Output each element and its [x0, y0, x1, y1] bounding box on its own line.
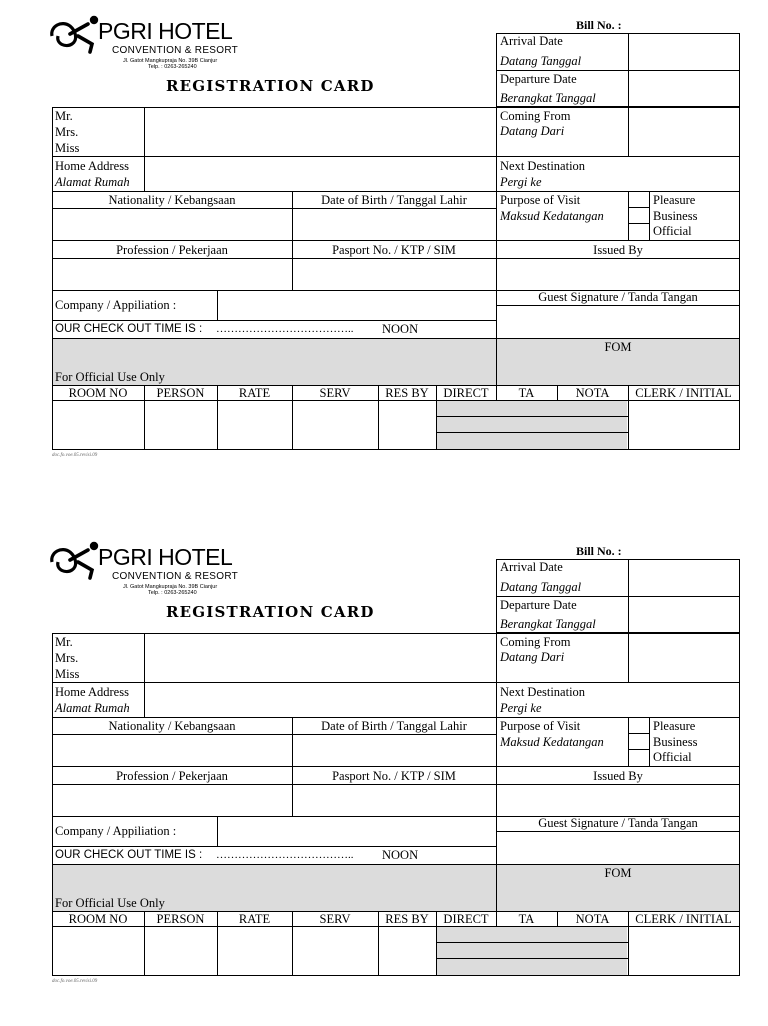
- col-clerk-initial: CLERK / INITIAL: [635, 912, 732, 926]
- company-field[interactable]: [218, 817, 495, 845]
- departure-label: Departure Date: [500, 598, 577, 612]
- checkout-label: OUR CHECK OUT TIME IS :: [55, 323, 203, 335]
- passport-label: Pasport No. / KTP / SIM: [332, 769, 456, 783]
- checkout-dots: ………………………………..: [216, 323, 354, 335]
- col-person: PERSON: [156, 912, 205, 926]
- nationality-field[interactable]: [53, 735, 291, 765]
- departure-date-field[interactable]: [629, 71, 739, 106]
- profession-label: Profession / Pekerjaan: [116, 243, 228, 257]
- card-title: REGISTRATION CARD: [166, 603, 375, 621]
- guest-name-field[interactable]: [145, 108, 495, 155]
- departure-label-id: Berangkat Tanggal: [500, 617, 596, 631]
- purpose-option-business: Business: [653, 209, 698, 223]
- passport-field[interactable]: [293, 259, 495, 289]
- official-use-label: For Official Use Only: [55, 370, 165, 384]
- next-destination-label-id: Pergi ke: [500, 175, 542, 189]
- hotel-subtitle: CONVENTION & RESORT: [112, 571, 239, 582]
- home-address-label: Home Address: [55, 159, 129, 173]
- col-person: PERSON: [156, 386, 205, 400]
- purpose-label: Purpose of Visit: [500, 719, 581, 733]
- col-room-no: ROOM NO: [68, 386, 128, 400]
- purpose-option-pleasure: Pleasure: [653, 193, 696, 207]
- col-nota: NOTA: [575, 386, 610, 400]
- purpose-label-id: Maksud Kedatangan: [500, 735, 604, 749]
- checkbox-business[interactable]: [629, 734, 649, 749]
- card-title: REGISTRATION CARD: [166, 77, 375, 95]
- hotel-phone: Telp. : 0263-265240: [148, 590, 197, 596]
- hotel-address: Jl. Gatot Mangkupraja No. 39B Cianjur: [123, 584, 218, 590]
- col-room-no: ROOM NO: [68, 912, 128, 926]
- home-address-label: Home Address: [55, 685, 129, 699]
- home-address-field[interactable]: [145, 157, 495, 190]
- coming-from-label: Coming From: [500, 635, 571, 649]
- profession-field[interactable]: [53, 785, 291, 815]
- col-res-by: RES BY: [385, 386, 429, 400]
- home-address-field[interactable]: [145, 683, 495, 716]
- hotel-name: PGRI HOTEL: [98, 544, 233, 570]
- coming-from-field[interactable]: [629, 634, 739, 681]
- col-serv: SERV: [319, 912, 351, 926]
- issued-by-label: Issued By: [593, 769, 643, 783]
- hotel-phone: Telp. : 0263-265240: [148, 64, 197, 70]
- next-destination-label: Next Destination: [500, 685, 586, 699]
- hotel-subtitle: CONVENTION & RESORT: [112, 45, 239, 56]
- departure-label: Departure Date: [500, 72, 577, 86]
- passport-label: Pasport No. / KTP / SIM: [332, 243, 456, 257]
- checkout-dots: ………………………………..: [216, 849, 354, 861]
- hotel-address: Jl. Gatot Mangkupraja No. 39B Cianjur: [123, 58, 218, 64]
- next-destination-label-id: Pergi ke: [500, 701, 542, 715]
- salutation-miss: Miss: [55, 667, 80, 681]
- purpose-option-business: Business: [653, 735, 698, 749]
- company-label: Company / Appiliation :: [55, 298, 177, 312]
- checkout-label: OUR CHECK OUT TIME IS :: [55, 849, 203, 861]
- guest-signature-field[interactable]: [497, 306, 739, 337]
- col-ta: TA: [518, 386, 535, 400]
- checkbox-business[interactable]: [629, 208, 649, 223]
- dob-field[interactable]: [293, 735, 495, 765]
- col-direct: DIRECT: [443, 386, 489, 400]
- guest-signature-field[interactable]: [497, 832, 739, 863]
- checkout-noon: NOON: [382, 848, 419, 862]
- checkout-noon: NOON: [382, 322, 419, 336]
- issued-by-label: Issued By: [593, 243, 643, 257]
- arrival-date-field[interactable]: [629, 34, 739, 70]
- purpose-option-official: Official: [653, 750, 692, 764]
- salutation-mr: Mr.: [55, 635, 73, 649]
- arrival-date-field[interactable]: [629, 560, 739, 596]
- arrival-label: Arrival Date: [500, 34, 563, 48]
- profession-field[interactable]: [53, 259, 291, 289]
- arrival-label-id: Datang Tanggal: [500, 54, 582, 68]
- salutation-mrs: Mrs.: [55, 651, 79, 665]
- document-code: doc.fo.voe.05.revisi.09: [52, 979, 98, 984]
- registration-card-2: [0, 526, 768, 1026]
- coming-from-label: Coming From: [500, 109, 571, 123]
- document-code: doc.fo.voe.05.revisi.09: [52, 453, 98, 458]
- nationality-label: Nationality / Kebangsaan: [108, 719, 236, 733]
- guest-signature-label: Guest Signature / Tanda Tangan: [538, 290, 698, 304]
- col-clerk-initial: CLERK / INITIAL: [635, 386, 732, 400]
- purpose-option-pleasure: Pleasure: [653, 719, 696, 733]
- bill-no-label: Bill No. :: [576, 18, 622, 32]
- coming-from-field[interactable]: [629, 108, 739, 155]
- bill-no-label: Bill No. :: [576, 544, 622, 558]
- checkbox-official[interactable]: [629, 224, 649, 240]
- issued-by-field[interactable]: [497, 259, 739, 289]
- hotel-name: PGRI HOTEL: [98, 18, 233, 44]
- registration-card-1: [0, 0, 768, 500]
- checkbox-pleasure[interactable]: [629, 192, 649, 207]
- guest-signature-label: Guest Signature / Tanda Tangan: [538, 816, 698, 830]
- profession-label: Profession / Pekerjaan: [116, 769, 228, 783]
- official-use-label: For Official Use Only: [55, 896, 165, 910]
- col-serv: SERV: [319, 386, 351, 400]
- dob-label: Date of Birth / Tanggal Lahir: [321, 193, 467, 207]
- salutation-miss: Miss: [55, 141, 80, 155]
- company-label: Company / Appiliation :: [55, 824, 177, 838]
- departure-label-id: Berangkat Tanggal: [500, 91, 596, 105]
- salutation-mr: Mr.: [55, 109, 73, 123]
- col-direct: DIRECT: [443, 912, 489, 926]
- coming-from-label-id: Datang Dari: [500, 124, 565, 138]
- dob-field[interactable]: [293, 209, 495, 239]
- home-address-label-id: Alamat Rumah: [55, 175, 130, 189]
- nationality-field[interactable]: [53, 209, 291, 239]
- nationality-label: Nationality / Kebangsaan: [108, 193, 236, 207]
- col-res-by: RES BY: [385, 912, 429, 926]
- salutation-mrs: Mrs.: [55, 125, 79, 139]
- fom-label: FOM: [604, 866, 632, 880]
- coming-from-label-id: Datang Dari: [500, 650, 565, 664]
- passport-field[interactable]: [293, 785, 495, 815]
- checkbox-official[interactable]: [629, 750, 649, 766]
- purpose-label-id: Maksud Kedatangan: [500, 209, 604, 223]
- purpose-option-official: Official: [653, 224, 692, 238]
- home-address-label-id: Alamat Rumah: [55, 701, 130, 715]
- arrival-label: Arrival Date: [500, 560, 563, 574]
- col-nota: NOTA: [575, 912, 610, 926]
- next-destination-label: Next Destination: [500, 159, 586, 173]
- col-rate: RATE: [238, 912, 271, 926]
- arrival-label-id: Datang Tanggal: [500, 580, 582, 594]
- fom-label: FOM: [604, 340, 632, 354]
- issued-by-field[interactable]: [497, 785, 739, 815]
- checkbox-pleasure[interactable]: [629, 718, 649, 733]
- company-field[interactable]: [218, 291, 495, 319]
- col-rate: RATE: [238, 386, 271, 400]
- purpose-label: Purpose of Visit: [500, 193, 581, 207]
- dob-label: Date of Birth / Tanggal Lahir: [321, 719, 467, 733]
- departure-date-field[interactable]: [629, 597, 739, 632]
- col-ta: TA: [518, 912, 535, 926]
- guest-name-field[interactable]: [145, 634, 495, 681]
